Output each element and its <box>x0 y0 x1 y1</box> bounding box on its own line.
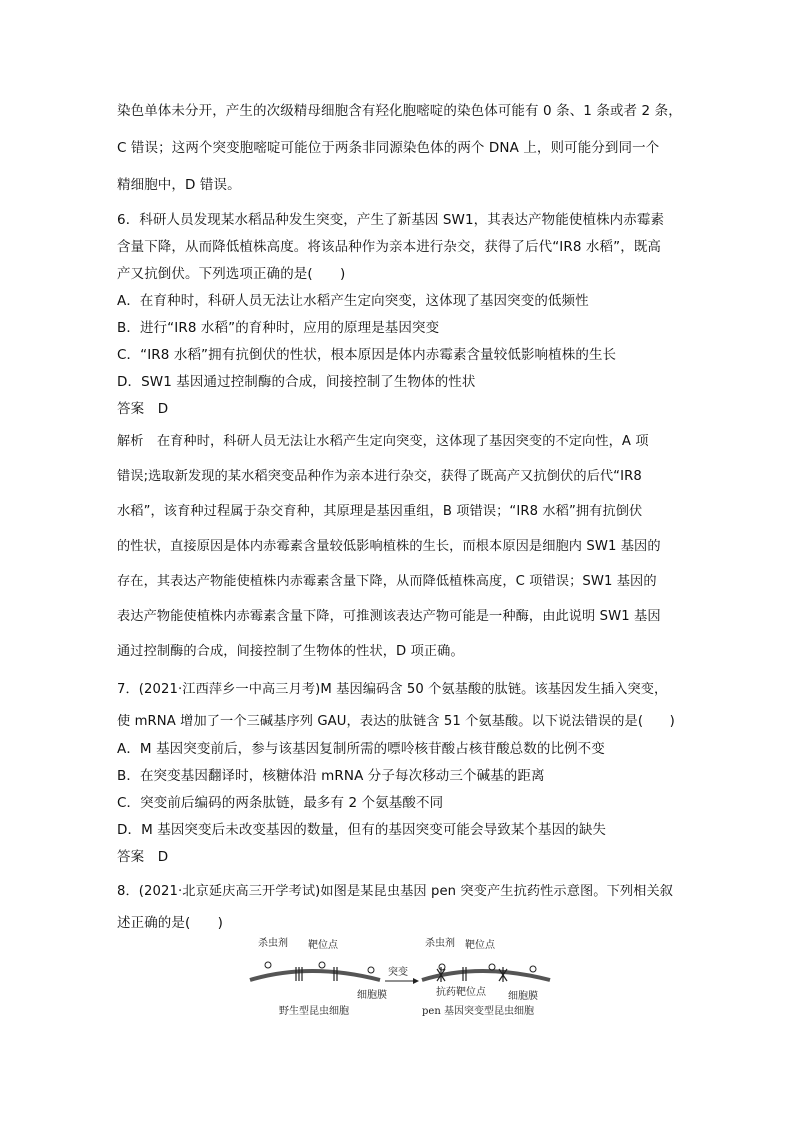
label-insecticide-left: 杀虫剂 <box>258 938 288 949</box>
q6-analysis-6: 表达产物能使植株内赤霉素含量下降，可推测该表达产物可能是一种酶，由此说明 SW1 基因 <box>117 609 661 624</box>
q6-analysis-2: 错误;选取新发现的某水稻突变品种作为亲本进行杂交，获得了既高产又抗倒伏的后代“IR8 <box>117 469 642 484</box>
label-target-site-right: 靶位点 <box>465 940 495 951</box>
caption-mutant-type: pen 基因突变型昆虫细胞 <box>422 1006 534 1017</box>
insecticide-icon <box>319 962 325 968</box>
q6-analysis-4: 的性状，直接原因是体内赤霉素含量较低影响植株的生长，而根本原因是细胞内 SW1 基因的 <box>117 539 661 554</box>
insecticide-icon <box>530 966 536 972</box>
label-target-site-left: 靶位点 <box>308 940 338 951</box>
q7-option-b: B．在突变基因翻译时，核糖体沿 mRNA 分子每次移动三个碱基的距离 <box>117 768 545 784</box>
target-site-icon <box>463 967 466 981</box>
label-mutation: 突变 <box>388 967 408 978</box>
q6-stem-3: 产又抗倒伏。下列选项正确的是( ) <box>117 266 346 282</box>
q6-option-c: C．“IR8 水稻”拥有抗倒伏的性状，根本原因是体内赤霉素含量较低影响植株的生长 <box>117 347 617 363</box>
q6-analysis-7: 通过控制酶的合成，间接控制了生物体的性状，D 项正确。 <box>117 644 464 659</box>
q7-stem-1: 7．(2021·江西萍乡一中高三月考)M 基因编码含 50 个氨基酸的肽链。该基因发生插入突变， <box>117 682 668 697</box>
q6-option-a: A．在育种时，科研人员无法让水稻产生定向突变，这体现了基因突变的低频性 <box>117 293 589 309</box>
resistant-target-site-icon <box>499 967 507 982</box>
q6-option-d: D．SW1 基因通过控制酶的合成，间接控制了生物体的性状 <box>117 374 476 390</box>
line-2: C 错误；这两个突变胞嘧啶可能位于两条非同源染色体的两个 DNA 上，则可能分到同一个 <box>117 140 660 156</box>
label-cell-membrane-left: 细胞膜 <box>357 990 387 1001</box>
q8-stem-1: 8．(2021·北京延庆高三开学考试)如图是某昆虫基因 pen 突变产生抗药性示意图。下列相关叙 <box>117 884 674 899</box>
caption-wild-type: 野生型昆虫细胞 <box>279 1006 349 1017</box>
line-1: 染色单体未分开，产生的次级精母细胞含有羟化胞嘧啶的染色体可能有 0 条、1 条或者 2 条， <box>117 103 682 119</box>
q8-stem-2: 述正确的是( ) <box>117 915 223 931</box>
label-resistant-target: 抗药靶位点 <box>436 987 486 998</box>
q7-stem-2: 使 mRNA 增加了一个三碱基序列 GAU，表达的肽链含 51 个氨基酸。以下说法错误的是( ) <box>117 714 675 729</box>
insecticide-icon <box>489 964 495 970</box>
q6-analysis-3: 水稻”，该育种过程属于杂交育种，其原理是基因重组，B 项错误；“IR8 水稻”拥有抗倒伏 <box>117 504 643 519</box>
q7-answer: 答案 D <box>117 849 169 865</box>
label-cell-membrane-right: 细胞膜 <box>508 991 538 1002</box>
insecticide-icon <box>265 962 271 968</box>
insecticide-icon <box>368 967 374 973</box>
wild-membrane <box>250 971 380 980</box>
q7-option-d: D．M 基因突变后未改变基因的数量，但有的基因突变可能会导致某个基因的缺失 <box>117 822 607 838</box>
q6-answer: 答案 D <box>117 401 169 417</box>
target-site-icon <box>296 967 302 981</box>
q6-stem-2: 含量下降，从而降低植株高度。将该品种作为亲本进行杂交，获得了后代“IR8 水稻”，既高 <box>117 239 662 255</box>
arrow-head-icon <box>413 978 419 984</box>
insecticide-icon <box>439 964 445 970</box>
line-3: 精细胞中，D 错误。 <box>117 177 241 193</box>
insect-resistance-figure <box>240 936 560 1022</box>
label-insecticide-right: 杀虫剂 <box>425 938 455 949</box>
q7-option-a: A．M 基因突变前后，参与该基因复制所需的嘌呤核苷酸占核苷酸总数的比例不变 <box>117 741 605 757</box>
q7-option-c: C．突变前后编码的两条肽链，最多有 2 个氨基酸不同 <box>117 795 444 811</box>
q6-option-b: B．进行“IR8 水稻”的育种时，应用的原理是基因突变 <box>117 320 440 336</box>
q6-stem-1: 6．科研人员发现某水稻品种发生突变，产生了新基因 SW1，其表达产物能使植株内赤霉素 <box>117 212 665 228</box>
q6-analysis-5: 存在，其表达产物能使植株内赤霉素含量下降，从而降低植株高度，C 项错误；SW1 基因的 <box>117 574 657 589</box>
q6-analysis-1: 解析 在育种时，科研人员无法让水稻产生定向突变，这体现了基因突变的不定向性，A 项 <box>117 434 649 449</box>
